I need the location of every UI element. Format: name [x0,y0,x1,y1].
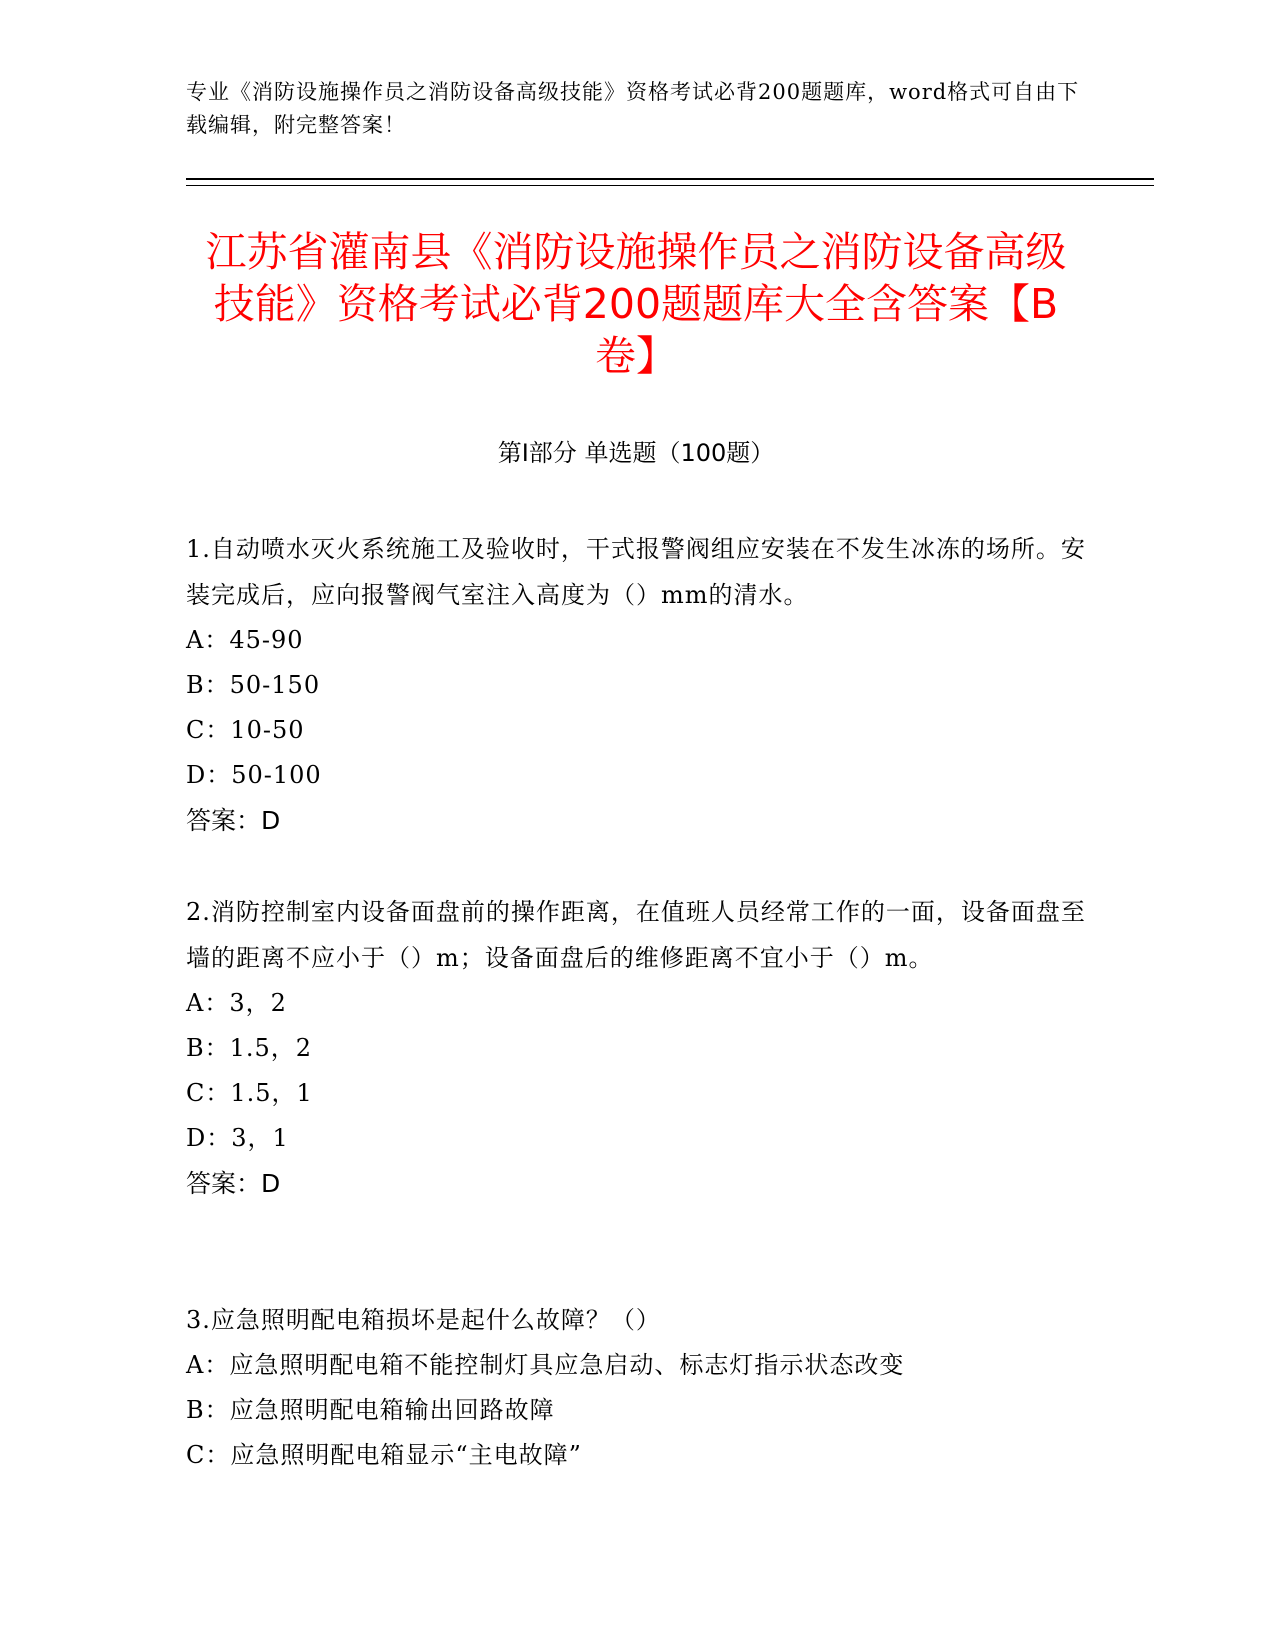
answer-value: D [261,1169,281,1198]
option-d: D：50-100 [186,761,322,789]
answer-value: D [261,806,281,835]
option-c: C：10-50 [186,716,305,744]
question-stem: 3.应急照明配电箱损坏是起什么故障？（） [186,1306,661,1334]
option-d: D：3，1 [186,1124,289,1152]
question-stem: 1.自动喷水灭火系统施工及验收时，干式报警阀组应安装在不发生冰冻的场所。安装完成后，应向报警阀气室注入高度为（）mm的清水。 [186,535,1086,609]
option-b: B：50-150 [186,671,321,699]
answer-label: 答案： [186,1169,262,1198]
question-stem: 2.消防控制室内设备面盘前的操作距离，在值班人员经常工作的一面，设备面盘至墙的距离不应小于（）m；设备面盘后的维修距离不宜小于（）m。 [186,898,1086,972]
option-a: A：45-90 [186,626,304,654]
question-2 [186,889,1086,1206]
question-1 [186,526,1086,843]
option-b: B：应急照明配电箱输出回路故障 [186,1396,555,1424]
option-a: A：应急照明配电箱不能控制灯具应急启动、标志灯指示状态改变 [186,1351,905,1379]
header-note: 专业《消防设施操作员之消防设备高级技能》资格考试必背200题题库，word格式可自由下载编辑，附完整答案！ [186,80,1080,137]
answer-label: 答案： [186,806,262,835]
option-c: C：应急照明配电箱显示“主电故障” [186,1441,582,1469]
option-b: B：1.5，2 [186,1034,313,1062]
option-c: C：1.5，1 [186,1079,313,1107]
option-a: A：3，2 [186,989,287,1017]
question-3 [186,1297,1086,1478]
header-divider-thin [186,185,1154,186]
section-title: 第I部分 单选题（100题） [497,439,775,467]
document-title: 江苏省灌南县《消防设施操作员之消防设备高级技能》资格考试必背200题题库大全含答案【B卷】 [205,228,1067,380]
answer-line [186,1161,1086,1206]
header-divider-thick [186,178,1154,180]
answer-line [186,798,1086,843]
